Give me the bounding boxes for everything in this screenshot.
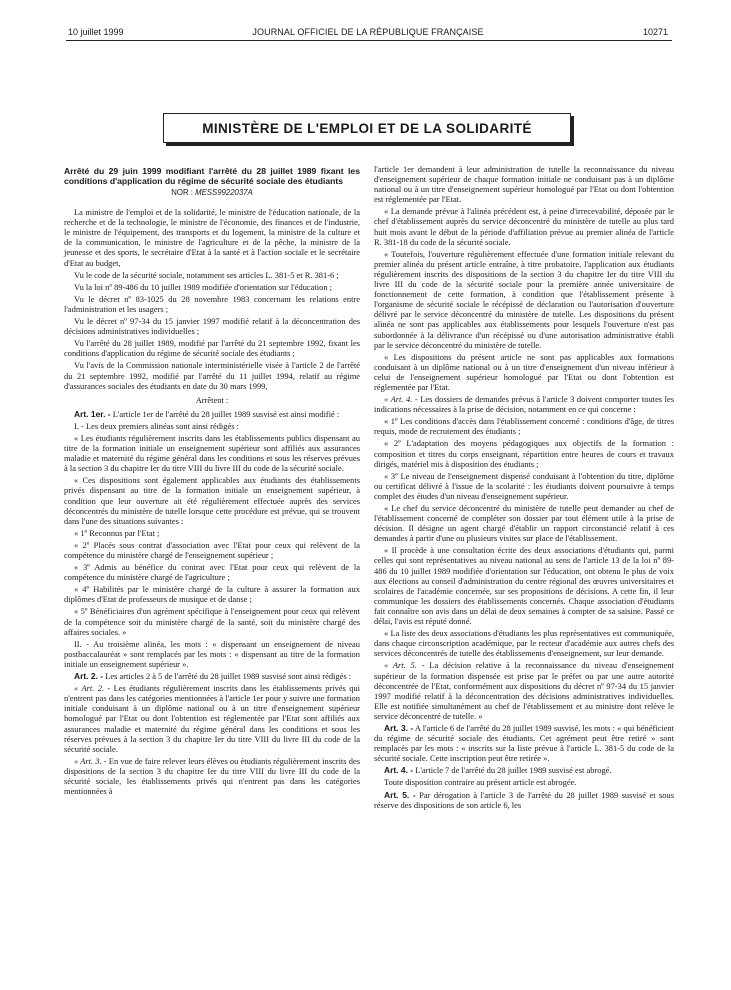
body-paragraph (374, 352, 674, 392)
article-label: Art. 1er. - (74, 408, 111, 419)
page-header (68, 27, 668, 39)
paragraph-text: « 4º Habilités par le ministère chargé de la culture à assurer la formation aux diplômes d'Etat de professeurs de musique et de danse ; (64, 584, 360, 605)
paragraph-text: « Il procède à une consultation écrite des deux associations d'étudiants qui, parmi celles qui sont représentatives au niveau national au sens de l'article 13 de la loi nº 89-486 du 10 juillet 1989 modifiée d'orientation sur l'éducation, ont obtenu le plus de voix aux élections au conseil d'administration du centre régional des œuvres universitaires et scolaires de l'académie concernée, sur ses propositions de décisions. A cette fin, il leur communique les dossiers des établissements concernés. Chaque association d'étudiants fait connaître son avis dans un délai de deux semaines à compter de sa saisine. Passé ce délai, l'avis est réputé donné. (374, 545, 674, 627)
header-journal-title: JOURNAL OFFICIEL DE LA RÉPUBLIQUE FRANÇAISE (252, 27, 484, 37)
body-paragraph (64, 433, 360, 473)
body-paragraph (374, 765, 674, 775)
body-paragraph (64, 409, 360, 419)
body-paragraph (374, 503, 674, 543)
sub-article-label: « Art. 2. - (74, 683, 111, 694)
sub-article-label: « Art. 4. - (384, 394, 418, 405)
sub-article-label: « Art. 5. - (384, 660, 425, 671)
body-paragraph (64, 756, 360, 796)
paragraph-text: La décision relative à la reconnaissance du niveau d'enseignement supérieur de la formation dispensée est prise par le préfet ou par une autre autorité déconcentrée de l'Etat, conformément aux dispositions du décret nº 97-34 du 15 janvier 1997 modifié relatif à la déconcentration des décisions administratives individuelles. Elle est notifiée simultanément au chef de l'établissement et au ministre dont relève le service déconcentré de tutelle. » (374, 660, 674, 721)
paragraph-text: « 5º Bénéficiaires d'un agrément spécifique à l'enseignement pour ceux qui relèvent de la compétence soit du ministère chargé de la santé, soit du ministère chargé des affaires sociales. » (64, 606, 360, 637)
preamble-paragraph: Vu le code de la sécurité sociale, notamment ses articles L. 381-5 et R. 381-6 ; (74, 269, 339, 280)
paragraph-text: L'article 7 de l'arrêté du 28 juillet 1989 susvisé est abrogé. (413, 765, 612, 776)
body-paragraph (374, 164, 674, 204)
header-page-number: 10271 (642, 27, 668, 37)
body-paragraph (64, 562, 360, 582)
body-paragraph (374, 206, 674, 246)
paragraph-text: « Toutefois, l'ouverture régulièrement effectuée d'une formation initiale relevant du premier alinéa du présent article entraîne, à titre probatoire, l'application aux étudiants régulièrement inscrits des dispositions de la section 3 du chapitre Ier du titre VIII du livre III du code de la sécurité sociale pour la première année universitaire de fonctionnement de cette formation, à condition que l'établissement présente à l'organisme de sécurité sociale le récépissé de déclaration ou l'autorisation d'ouverture délivré par le service déconcentré du ministère de tutelle. Les dispositions du présent alinéa ne sont pas applicables aux établissements pour lesquels l'ouverture n'est pas subordonnée à la délivrance d'un récépissé ou d'une autorisation administrative établi par le service déconcentré du ministère de tutelle. (374, 248, 674, 350)
paragraph-text: Par dérogation à l'article 3 de l'arrêté du 28 juillet 1989 susvisé et sous réserve des dispositions de son article 6, les (374, 789, 674, 810)
paragraph-text: Les étudiants régulièrement inscrits dans les établissements privés qui n'entrent pas dans les catégories mentionnées à l'article 1er pour y suivre une formation initiale conduisant à un diplôme national ou à un titre d'enseignement supérieur homologué par l'Etat ou dont l'obtention est réglementée par l'Etat sont affiliés aux assurances maladie et maternité du régime général dans les conditions et sous les réserves prévues à la section 3 du chapitre Ier du titre VIII du livre III du code de la sécurité sociale. (64, 683, 360, 754)
paragraph-text: « 3º Le niveau de l'enseignement dispensé conduisant à l'obtention du titre, diplôme ou certificat délivré à l'issue de la scolarité : les étudiants doivent poursuivre à temps complet des études d'un niveau d'enseignement supérieur. (374, 470, 674, 501)
right-body (374, 164, 674, 810)
body-paragraph (374, 416, 674, 436)
paragraph-text: « 2º Placés sous contrat d'association avec l'Etat pour ceux qui relèvent de la compétence du ministère chargé de l'enseignement supérieur ; (64, 539, 360, 560)
body-paragraph (374, 438, 674, 468)
paragraph-text: Les articles 2 à 5 de l'arrêté du 28 juillet 1989 susvisé sont ainsi rédigés : (103, 671, 352, 682)
body-paragraph (64, 683, 360, 754)
paragraph-text: l'article 1er demandent à leur administration de tutelle la reconnaissance du niveau d'enseignement supérieur de chaque formation initiale ne conduisant pas à un diplôme national ou à un titre d'enseignement supérieur homologué par l'Etat ou dont l'obtention est réglementée par l'Etat. (374, 164, 674, 205)
preamble (64, 207, 360, 391)
paragraph-text: Les dossiers de demandes prévus à l'article 3 doivent comporter toutes les indications nécessaires à la prise de décision, notamment en ce qui concerne : (374, 394, 674, 415)
right-column (374, 164, 674, 812)
article-label: Art. 4. - (384, 765, 414, 776)
preamble-paragraph: Vu l'arrêté du 28 juillet 1989, modifié par l'arrêté du 21 septembre 1992, fixant les conditions d'application du régime de sécurité sociale des étudiants ; (64, 338, 360, 359)
body-paragraph (374, 790, 674, 810)
paragraph-text: A l'article 6 de l'arrêté du 28 juillet 1989 susvisé, les mots : « qui bénéficient du régime de sécurité sociale des étudiants. Cet agrément peut être retiré » sont remplacés par les mots : « inscrits sur la liste prévue à l'article L. 381-5 du code de la sécurité sociale. Cette inscription peut être retirée ». (374, 722, 674, 764)
paragraph-text: « La liste des deux associations d'étudiants les plus représentatives est communiquée, dans chaque circonscription académique, par le recteur d'académie aux autres chefs des services déconcentrés de tutelle des établissements d'enseignement, sur leur demande. (374, 628, 674, 659)
body-paragraph (374, 471, 674, 501)
preamble-paragraph: La ministre de l'emploi et de la solidarité, le ministre de l'éducation nationale, de la recherche et de la technologie, le ministre de l'économie, des finances et de l'industrie, le ministre de l'équipement, des transports et du logement, la ministre de la culture et de la communication, le ministre de l'agriculture et de la pêche, la ministre de la jeunesse et des sports, le secrétaire d'Etat à la santé et à l'action sociale et le secrétaire d'Etat au budget, (64, 207, 360, 268)
article-label: Art. 2. - (74, 671, 104, 682)
header-divider (66, 40, 672, 41)
paragraph-text: L'article 1er de l'arrêté du 28 juillet 1989 susvisé est ainsi modifié : (110, 408, 340, 419)
body-paragraph (374, 394, 674, 414)
paragraph-text: « La demande prévue à l'alinéa précédent est, à peine d'irrecevabilité, déposée par le chef d'établissement auprès du service déconcentré du ministère de tutelle au plus tard huit mois avant le début de la période d'affiliation prévue au premier alinéa de l'article R. 381-18 du code de la sécurité sociale. (374, 206, 674, 247)
paragraph-text: « 3º Admis au bénéfice du contrat avec l'Etat pour ceux qui relèvent de la compétence du ministère chargé de l'agriculture ; (64, 562, 360, 583)
paragraph-text: « Ces dispositions sont également applicables aux étudiants des établissements privés dispensant au titre de la formation initiale un enseignement supérieur, à condition que leur ouverture ait été régulièrement effectuée auprès des services déconcentrés du ministère de tutelle lorsque cette procédure est prévue, qui se trouvent dans l'une des situations suivantes : (64, 475, 360, 526)
body-paragraph (374, 628, 674, 658)
left-column (64, 166, 360, 798)
nor-reference (64, 188, 360, 198)
nor-label: NOR : (171, 188, 193, 197)
body-paragraph (64, 671, 360, 681)
article-label: Art. 5. - (384, 789, 416, 800)
body-paragraph (64, 540, 360, 560)
paragraph-text: II. - Au troisième alinéa, les mots : « dispensant un enseignement de niveau postbaccalauréat » sont remplacés par les mots : « dispensant au titre de la formation initiale un enseignement supérieur ». (64, 638, 360, 669)
arrete-title: Arrêté du 29 juin 1999 modifiant l'arrêté du 28 juillet 1989 fixant les conditions d'application du régime de sécurité sociale des étudiants (64, 166, 360, 186)
preamble-paragraph: Vu la loi nº 89-486 du 10 juillet 1989 modifiée d'orientation sur l'éducation ; (74, 281, 332, 292)
paragraph-text: « Les dispositions du présent article ne sont pas applicables aux formations conduisant à un diplôme national ou à un titre d'enseignement d'un niveau inférieur à celui de l'enseignement supérieur homologué par l'Etat ou dont l'obtention est réglementée par l'Etat. (374, 351, 674, 392)
preamble-paragraph: Vu le décret nº 83-1025 du 28 novembre 1983 concernant les relations entre l'administration et les usagers ; (64, 293, 360, 314)
body-paragraph (374, 723, 674, 763)
preamble-paragraph: Vu le décret nº 97-34 du 15 janvier 1997 modifié relatif à la déconcentration des décisions administratives individuelles ; (64, 316, 360, 337)
left-body (64, 409, 360, 796)
paragraph-text: Toute disposition contraire au présent article est abrogée. (384, 777, 577, 788)
arretent-line: Arrêtent : (195, 394, 229, 405)
body-paragraph (64, 528, 360, 538)
body-paragraph (64, 421, 360, 431)
paragraph-text: En vue de faire relever leurs élèves ou étudiants régulièrement inscrits des dispositions de la section 3 du chapitre Ier du titre VIII du livre III du code de la sécurité sociale, les établissements privés qui n'entrent pas dans les catégories mentionnées à (64, 755, 360, 797)
paragraph-text: « Le chef du service déconcentré du ministère de tutelle peut demander au chef de l'établissement concerné de compléter son dossier par tout élément utile à la prise de décision. Il désigne un agent chargé d'établir un rapport circonstancié relatif à ces demandes à partir d'une ou plusieurs visites sur place de l'établissement. (374, 503, 674, 544)
body-paragraph (374, 249, 674, 350)
nor-code: MESS9922037A (195, 188, 253, 197)
body-paragraph (374, 660, 674, 721)
body-paragraph (64, 475, 360, 525)
body-paragraph (374, 777, 674, 787)
paragraph-text: I. - Les deux premiers alinéas sont ainsi rédigés : (74, 420, 239, 431)
paragraph-text: « Les étudiants régulièrement inscrits dans les établissements publics dispensant au titre de la formation initiale un enseignement supérieur sont affiliés aux assurances maladie et maternité du régime général dans les conditions et sous les réserves prévues à la section 3 du chapitre Ier du titre VIII du livre III du code de la sécurité sociale. (64, 432, 360, 474)
body-paragraph (64, 639, 360, 669)
paragraph-text: « 1º Reconnus par l'Etat ; (74, 527, 160, 538)
paragraph-text: « 2º L'adaptation des moyens pédagogiques aux objectifs de la formation : composition et titres du corps enseignant, répartition entre heures de cours et travaux dirigés, matériel mis à disposition des étudiants ; (374, 438, 674, 469)
header-date: 10 juillet 1999 (68, 27, 124, 37)
sub-article-label: « Art. 3. - (74, 755, 107, 766)
ministry-heading: MINISTÈRE DE L'EMPLOI ET DE LA SOLIDARITÉ (163, 113, 571, 143)
article-label: Art. 3. - (384, 722, 414, 733)
body-paragraph (374, 545, 674, 626)
preamble-paragraph: Vu l'avis de la Commission nationale interministérielle visée à l'article 2 de l'arrêté du 21 septembre 1992, modifié par l'arrêté du 11 juillet 1994, relatif au régime d'assurances sociales des étudiants en date du 30 mars 1999, (64, 360, 360, 391)
paragraph-text: « 1º Les conditions d'accès dans l'établissement concerné : conditions d'âge, de titres requis, mode de recrutement des étudiants ; (374, 416, 674, 437)
body-paragraph (64, 606, 360, 636)
body-paragraph (64, 584, 360, 604)
